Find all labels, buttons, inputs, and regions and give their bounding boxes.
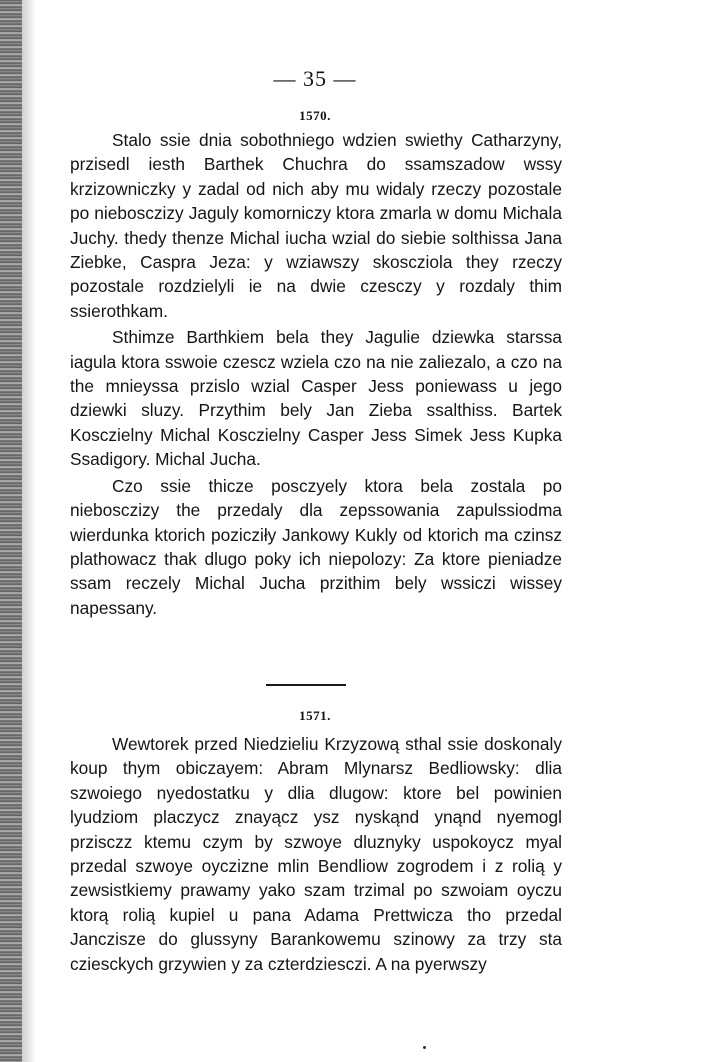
section-1571-text: [70, 732, 562, 976]
section-year-1571: 1571.: [299, 708, 331, 723]
page-number: — 35 —: [273, 66, 357, 91]
scan-binding-edge: [0, 0, 22, 1062]
scan-edge-shadow: [22, 0, 36, 1062]
paragraph: Stalo ssie dnia sobothniego wdzien swiethy Catharzyny, przisedl iesth Barthek Chuchra do ssamszadow wssy krzizowniczky y zadal od nich aby mu widaly rzeczy pozostale po niebosczizy Jaguly komorniczy ktora zmarla w domu Michala Juchy. thedy thenze Michal iucha wzial do siebie solthissa Jana Ziebke, Caspra Jeza: y wziawszy skoscziola they rzeczy pozostale rozdzielyli ie na dwie czesczy y rozdaly thim ssierothkam.: [70, 130, 562, 321]
print-speck: [423, 1046, 426, 1049]
paragraph: Czo ssie thicze posczyely ktora bela zostala po niebosczizy the przedaly dla zepssowania zapulssiodma wierdunka ktorich pozicziły Jankowy Kukly od ktorich ma czinsz plathowacz thak dlugo poky ich niepolozy: Za ktore pieniadze ssam reczely Michal Jucha przithim bely wssiczi wissey napessany.: [70, 475, 562, 618]
section-1570-text: [70, 128, 562, 620]
paragraph: Sthimze Barthkiem bela they Jagulie dziewka starssa iagula ktora sswoie czescz wziela czo na nie zaliezalo, a czo na the mnieyssa przislo wzial Casper Jess poniewass u jego dziewki sluzy. Przythim bely Jan Zieba ssalthiss. Bartek Kosczielny Michal Kosczielny Casper Jess Simek Jess Kupka Ssadigory. Michal Jucha.: [70, 327, 562, 470]
section-year-1570: 1570.: [299, 108, 331, 123]
paragraph: Wewtorek przed Niedzieliu Krzyzową sthal ssie doskonaly koup thym obiczayem: Abram Mlynarsz Bedliowsky: dlia szwoiego nyedostatku y dlia dlugow: ktore bel powinien lyudziom placzycz znayącz ysz nyskąnd ynąnd nyemogl przisczz ktemu czym by szwoye dluznyky uspokoycz myal przedal szwoye oyczizne mlin Bendliow zogrodem i z rolią y zewsistkiemy prawamy yako szam trzimal po szwoiam oyczu ktorą rolią kupiel u pana Adama Prettwicza tho przedal Janczisze do glussyny Barankowemu szinowy za trzy sta cziesckych grzywien y za czterdziesczi. A na pyerwszy: [70, 734, 562, 974]
section-divider: [266, 684, 346, 686]
